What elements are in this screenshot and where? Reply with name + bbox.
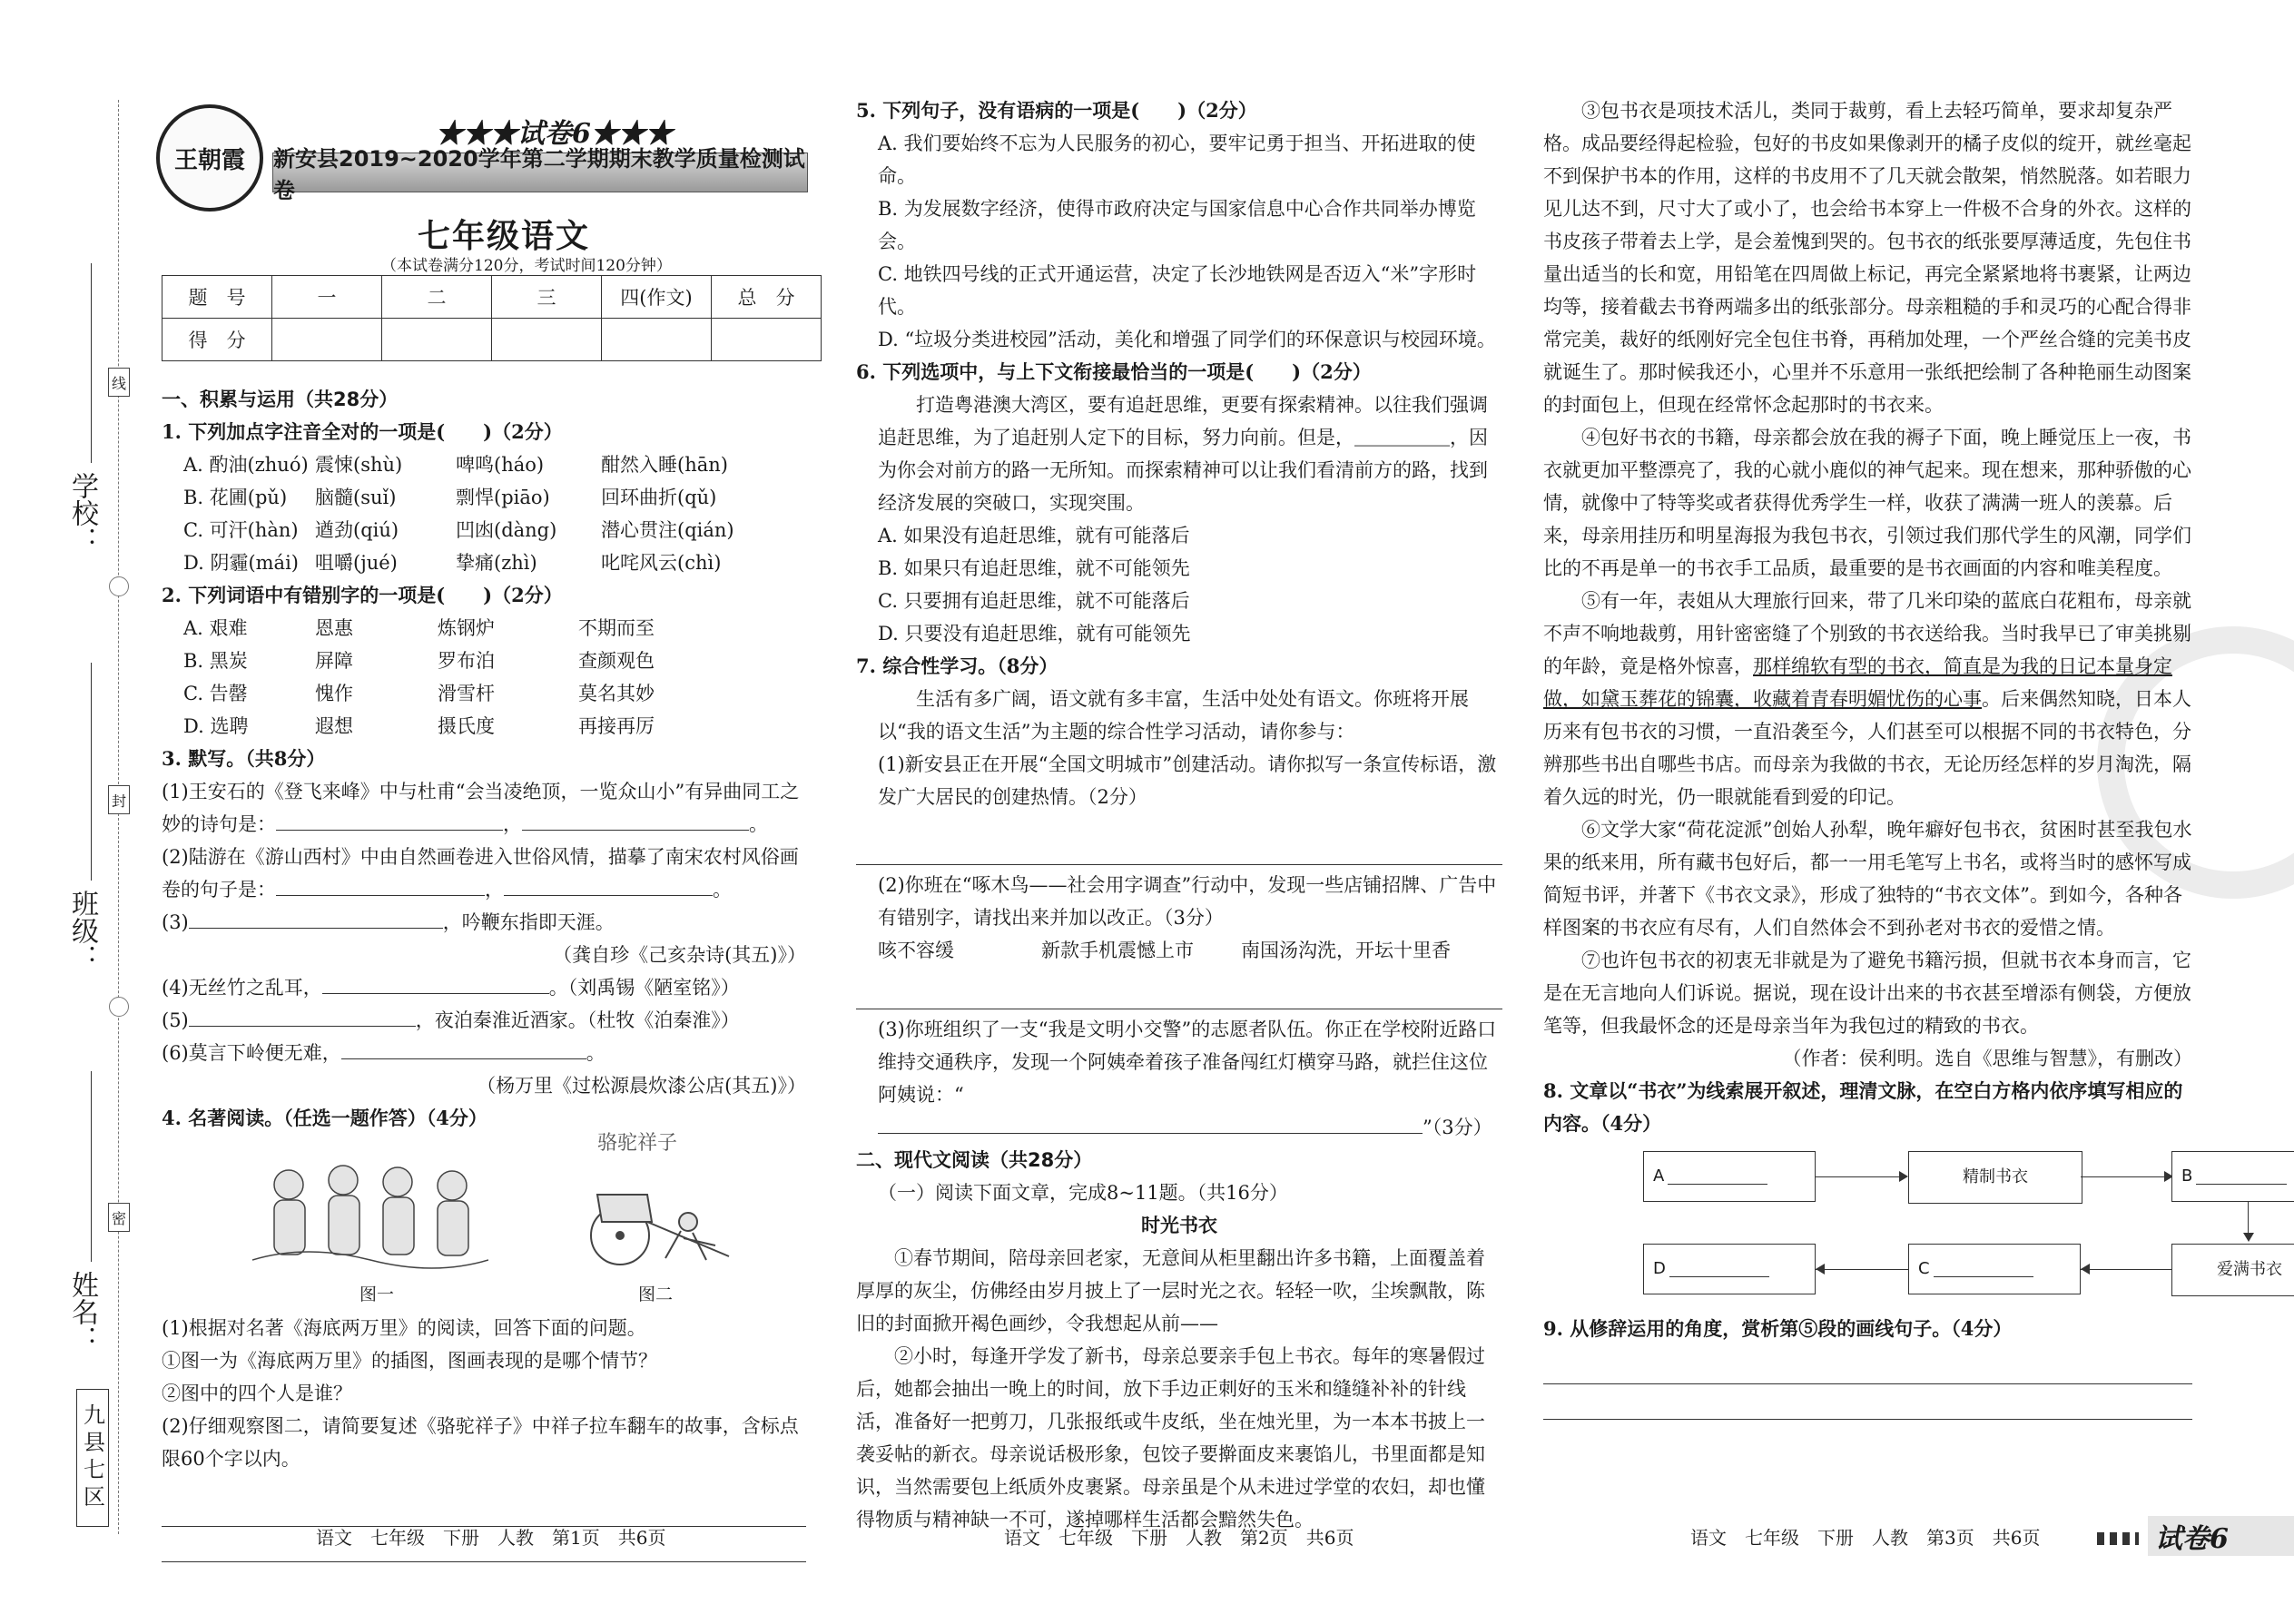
q2-option-word: 炼钢炉	[438, 617, 495, 639]
q6-passage: 打造粤港澳大湾区，要有追赶思维，更要有探索精神。以往我们强调追赶思维，为了追赶别人定下的目标，努力向前。但是，＿＿＿＿＿，因为你会对前方的路一无所知。而探索精神可以让我们看清前方的路，找到经济发展的突破口，实现突围。	[878, 394, 1488, 514]
question-8: 8. 文章以“书衣”为线索展开叙述，理清文脉，在空白方格内依序填写相应的内容。（4分）	[1543, 1079, 2183, 1135]
answer-line[interactable]	[856, 833, 1502, 865]
q1-option-b[interactable]	[162, 481, 806, 514]
q7-item-2: (2)你班在“啄木鸟——社会用字调查”行动中，发现一些店铺招牌、广告中有错别字，请找出来并加以改正。（3分）	[878, 874, 1497, 929]
question-4: 4. 名著阅读。（任选一题作答）（4分）	[162, 1107, 487, 1129]
section-2-heading: 二、现代文阅读（共28分）	[856, 1149, 1093, 1171]
answer-line[interactable]	[162, 1495, 806, 1527]
q3-item-3-num: (3)	[162, 911, 189, 933]
name-field[interactable]	[91, 1071, 92, 1262]
q3-item-2-comma: ，	[485, 879, 504, 901]
q2-option-word: 莫名其妙	[578, 683, 655, 704]
q1-option-word: 剽悍(piāo)	[456, 487, 550, 508]
essay-paragraph-7: ⑦也许包书衣的初衷无非就是为了避免书籍污损，但就书衣本身而言，它是在无言地向人们诉说。据说，现在设计出来的书衣甚至增添有侧袋，方便放笔等，但我最怀念的还是母亲当年为我包过的精致的书衣。	[1543, 950, 2191, 1037]
q4-item-2: (2)仔细观察图二，请简要复述《骆驼祥子》中祥子拉车翻车的故事，含标点限60个字以内。	[162, 1415, 799, 1470]
footer-page-2: 语文 七年级 下册 人教 第2页 共6页	[1004, 1527, 1354, 1549]
q4-item-1: (1)根据对名著《海底两万里》的阅读，回答下面的问题。	[162, 1317, 646, 1339]
question-3: 3. 默写。（共8分）	[162, 747, 326, 770]
column-2	[856, 94, 1502, 1536]
answer-blank[interactable]	[322, 973, 549, 994]
flow-arrow-icon	[2081, 1176, 2171, 1177]
q3-item-1	[162, 775, 806, 841]
q3-item-6	[162, 1037, 806, 1069]
q3-item-1-comma: ，	[503, 813, 522, 835]
flow-box-a[interactable]	[1643, 1151, 1816, 1202]
score-header-cell: 四(作文)	[602, 276, 712, 319]
q1-option-word: 潜心贯注(qián)	[601, 519, 734, 541]
figure-1-caption: 图一	[359, 1284, 395, 1304]
q1-option-d[interactable]	[162, 546, 806, 579]
q2-option-word: D. 选聘	[183, 715, 249, 737]
flow-arrowhead-icon	[1816, 1264, 1825, 1275]
footer-dots-icon	[2097, 1532, 2139, 1545]
question-5: 5. 下列句子，没有语病的一项是( )（2分）	[856, 99, 1257, 122]
page-subtitle: （本试卷满分120分，考试时间120分钟）	[381, 257, 672, 275]
q7-item-2-signs	[856, 934, 1502, 967]
footer-page-1: 语文 七年级 下册 人教 第1页 共6页	[316, 1527, 666, 1549]
q7-item-1: (1)新安县正在开展“全国文明城市”创建活动。请你拟写一条宣传标语，激发广大居民的创建热情。（2分）	[878, 753, 1497, 808]
q5-option-c[interactable]: C. 地铁四号线的正式开通运营，决定了长沙地铁网是否迈入“米”字形时代。	[878, 263, 1477, 318]
q2-option-word: 恩惠	[315, 617, 353, 639]
figure-2-caption: 图二	[638, 1284, 674, 1304]
flow-arrowhead-icon	[2243, 1233, 2254, 1242]
answer-line[interactable]	[1543, 1388, 2192, 1420]
sign-text: 咳不容缓	[878, 940, 954, 961]
flow-arrow-icon	[1816, 1176, 1906, 1177]
q3-item-6-source: （杨万里《过松源晨炊漆公店(其五)》）	[477, 1075, 806, 1097]
flow-arrow-icon	[2081, 1269, 2171, 1270]
essay-source: （作者：侯利明。选自《思维与智慧》，有删改）	[1782, 1048, 2192, 1069]
binding-tag-secret: 密	[108, 1203, 130, 1232]
q6-option-b[interactable]: B. 如果只有追赶思维，就不可能领先	[878, 557, 1190, 579]
flow-arrowhead-icon	[1899, 1171, 1908, 1182]
q3-item-2-period: 。	[713, 879, 732, 901]
q6-option-d[interactable]: D. 只要没有追赶思维，就有可能领先	[878, 623, 1191, 645]
q1-option-word: 啤鸣(háo)	[456, 454, 545, 476]
paper-number: ★★★试卷6★★★	[436, 118, 673, 150]
binding-hole-icon	[109, 997, 129, 1017]
figure-2-title: 骆驼祥子	[597, 1132, 678, 1155]
score-header-cell: 一	[272, 276, 382, 319]
flow-box-a-label: A	[1653, 1166, 1665, 1186]
q1-option-word: 脑髓(suǐ)	[315, 487, 397, 508]
figure-2-rickshaw-illustration	[579, 1158, 733, 1272]
q5-option-b[interactable]: B. 为发展数字经济，使得市政府决定与国家信息中心合作共同举办博览会。	[878, 198, 1476, 252]
q2-option-word: 不期而至	[578, 617, 655, 639]
score-table-score-row	[162, 319, 822, 361]
flow-box-crafting: 精制书衣	[1908, 1151, 2082, 1204]
answer-line[interactable]	[1543, 1353, 2192, 1384]
essay-paragraph-6: ⑥文学大家“荷花淀派”创始人孙犁，晚年癖好包书衣，贫困时甚至我包水果的纸来用，所有藏书包好后，都一一用毛笔写上书名，或将当时的感怀写成简短书评，并著下《书衣文录》，形成了独特的“书衣文体”。到如今，各种各样图案的书衣应有尽有，人们自然体会不到孙老对书衣的爱惜之情。	[1543, 819, 2192, 939]
score-cell[interactable]	[382, 319, 492, 361]
q7-item-3-blank	[856, 1111, 1502, 1144]
q1-option-word: B. 花圃(pǔ)	[183, 487, 288, 508]
q2-option-word: 滑雪杆	[438, 683, 495, 704]
score-row-label: 得 分	[162, 319, 272, 361]
q5-option-a[interactable]: A. 我们要始终不忘为人民服务的初心，要牢记勇于担当、开拓进取的使命。	[878, 133, 1476, 187]
answer-blank[interactable]	[189, 908, 443, 929]
class-label: 班级：	[66, 890, 98, 971]
answer-blank[interactable]	[504, 875, 713, 896]
column-3	[1543, 94, 2282, 1423]
q1-option-word: D. 阴霾(mái)	[183, 552, 299, 574]
q7-item-3-end: ”（3分）	[1423, 1117, 1492, 1138]
score-header-cell: 三	[492, 276, 602, 319]
question-1: 1. 下列加点字注音全对的一项是( )（2分）	[162, 420, 563, 443]
essay-paragraph-5	[1543, 585, 2192, 813]
q3-item-6-text: (6)莫言下岭便无难，	[162, 1042, 341, 1064]
q8-flowchart	[1543, 1140, 2282, 1313]
binding-hole-icon	[109, 576, 129, 596]
answer-line[interactable]	[856, 978, 1502, 1009]
q6-option-c[interactable]: C. 只要拥有追赶思维，就不可能落后	[878, 590, 1190, 612]
answer-blank[interactable]	[878, 1111, 1423, 1134]
q2-option-word: 愧作	[315, 683, 353, 704]
banner: 新安县2019~2020学年第二学期期末教学质量检测试卷	[272, 153, 808, 192]
q1-option-word: 回环曲折(qǔ)	[601, 487, 717, 508]
q2-option-word: 再接再厉	[578, 715, 655, 737]
score-header-cell: 二	[382, 276, 492, 319]
footer-paper-tag: 试卷6	[2148, 1516, 2294, 1556]
sign-text: 南国汤沟洗，开坛十里香	[1241, 940, 1451, 961]
essay-paragraph-1: ①春节期间，陪母亲回老家，无意间从柜里翻出许多书籍，上面覆盖着厚厚的灰尘，仿佛经由岁月披上了一层时光之衣。轻轻一吹，尘埃飘散，陈旧的封面掀开褐色画纱，令我想起从前——	[856, 1247, 1485, 1334]
q6-option-a[interactable]: A. 如果没有追赶思维，就有可能落后	[878, 525, 1190, 546]
answer-blank[interactable]	[341, 1038, 586, 1059]
sign-text: 新款手机震憾上市	[1041, 940, 1194, 961]
flow-arrow-icon	[1816, 1269, 1908, 1270]
essay-paragraph-4: ④包好书衣的书籍，母亲都会放在我的褥子下面，晚上睡觉压上一夜，书衣就更加平整漂亮了，我的心就小鹿似的神气起来。现在想来，那种骄傲的心情，就像中了特等奖或者获得优秀学生一样，收获了满满一班人的羡慕。后来，母亲用挂历和明星海报为我包书衣，引领过我们那代学生的风潮，同学们比的不再是单一的书衣手工品质，最重要的是书衣画面的内容和唯美程度。	[1543, 427, 2191, 579]
flow-box-love: 爱满书衣	[2171, 1244, 2294, 1296]
essay-paragraph-2: ②小时，每逢开学发了新书，母亲总要亲手包上书衣。每年的寒暑假过后，她都会抽出一晚上的时间，放下手边正刺好的玉米和缝缝补补的针线活，准备好一把剪刀，几张报纸或牛皮纸，坐在烛光里，为一本本书披上一袭妥帖的新衣。母亲说话极形象，包饺子要擀面皮来裹馅儿，书里面都是知识，当然需要包上纸质外皮裹紧。母亲虽是个从未进过学堂的农妇，却也懂得物质与精神缺一不可，遂掉哪样生活都会黯然失色。	[856, 1345, 1485, 1530]
q3-item-3-text: ，吟鞭东指即天涯。	[442, 911, 615, 933]
figure-1-divers-illustration	[252, 1153, 488, 1271]
q1-option-a[interactable]	[162, 448, 806, 481]
underlined-sentence: 那样绵软有型的书衣，简直是为我的日记本量身定做，如黛玉葬花的锦囊，收藏着青春明媚忧伤的心事	[1543, 655, 2172, 710]
q7-item-3: (3)你班组织了一支“我是文明小交警”的志愿者队伍。你正在学校附近路口维持交通秩序，发现一个阿姨牵着孩子准备闯红灯横穿马路，就拦住这位阿姨说：“	[878, 1019, 1497, 1106]
answer-blank[interactable]	[276, 810, 503, 831]
q3-item-4	[162, 971, 806, 1004]
score-table-header-row	[162, 276, 822, 319]
q7-intro: 生活有多广阔，语文就有多丰富，生活中处处有语文。你班将开展以“我的语文生活”为主题的综合性学习活动，请你参与：	[878, 688, 1469, 743]
q3-item-4-source: 。（刘禹锡《陋室铭》）	[548, 977, 740, 999]
flow-box-c-label: C	[1918, 1259, 1930, 1278]
flow-box-c[interactable]	[1908, 1244, 2081, 1294]
score-cell[interactable]	[272, 319, 382, 361]
q2-option-word: 遐想	[315, 715, 353, 737]
q1-option-word: 震悚(shù)	[315, 454, 403, 476]
q2-option-d[interactable]	[162, 710, 806, 743]
answer-blank[interactable]	[522, 810, 749, 831]
paragraph-5-start: ⑤有一年，表姐从大理旅行回来，带了几米印染的蓝底白花粗布，母亲就不声不响地裁剪，用针密密缝了个别致的书衣送给我。当时我早已了审美挑剔的年龄，竟是格外惊喜，	[1543, 590, 2191, 677]
q1-option-word: 咀嚼(jué)	[315, 552, 398, 574]
binding-tag-seal: 封	[108, 785, 130, 814]
q3-item-4-text: (4)无丝竹之乱耳，	[162, 977, 322, 999]
q2-option-word: 罗布泊	[438, 650, 495, 672]
flow-box-b-label: B	[2181, 1166, 2193, 1186]
q2-option-word: B. 黑炭	[183, 650, 248, 672]
class-field[interactable]	[91, 663, 92, 881]
q3-item-3	[162, 906, 806, 939]
flow-box-d[interactable]	[1643, 1244, 1816, 1294]
q3-item-3-source: （龚自珍《己亥杂诗(其五)》）	[553, 944, 806, 966]
q5-option-d[interactable]: D. “垃圾分类进校园”活动，美化和增强了同学们的环保意识与校园环境。	[878, 329, 1496, 350]
flow-box-d-label: D	[1653, 1259, 1666, 1278]
q3-item-1-period: 。	[749, 813, 768, 835]
answer-blank[interactable]	[189, 1006, 416, 1027]
q2-option-c[interactable]	[162, 677, 806, 710]
footer-page-3: 语文 七年级 下册 人教 第3页 共6页	[1690, 1527, 2041, 1549]
score-cell[interactable]	[492, 319, 602, 361]
reading-1-instruction: （一）阅读下面文章，完成8~11题。（共16分）	[878, 1182, 1288, 1204]
column-1	[162, 383, 806, 1566]
q1-option-word: 遒劲(qiú)	[315, 519, 399, 541]
region-box: 九县七区	[76, 1389, 109, 1527]
q3-item-2-prompt: (2)陆游在《游山西村》中由自然画卷进入世俗风情，描摹了南宋农村风俗画卷的句子是：	[162, 846, 799, 901]
flow-arrowhead-icon	[2081, 1264, 2090, 1275]
essay-paragraph-3: ③包书衣是项技术活儿，类同于裁剪，看上去轻巧简单，要求却复杂严格。成品要经得起检验，包好的书皮如果像剥开的橘子皮似的绽开，就丝毫起不到保护书本的作用，这样的书皮用不了几天就会散架，悄然脱落。如若眼力见儿达不到，尺寸大了或小了，也会给书本穿上一件极不合身的外衣。这样的书皮孩子带着去上学，是会羞愧到哭的。包书衣的纸张要厚薄适度，先包住书量出适当的长和宽，用铅笔在四周做上标记，再完全紧紧地将书裹紧，让两边均等，接着截去书脊两端多出的纸张部分。母亲粗糙的手和灵巧的心配合得非常完美，裁好的纸刚好完全包住书脊，再稍加处理，一个严丝合缝的完美书皮就诞生了。那时候我还小，心里并不乐意用一张纸把绘制了各种艳丽生动图案的封面包上，但现在经常怀念起那时的书衣来。	[1543, 100, 2191, 416]
answer-blank[interactable]	[276, 875, 485, 896]
binding-tag-line: 线	[108, 368, 130, 397]
q2-option-word: 查颜观色	[578, 650, 655, 672]
question-2: 2. 下列词语中有错别字的一项是( )（2分）	[162, 584, 563, 606]
score-header-cell: 总 分	[712, 276, 822, 319]
q2-option-word: A. 艰难	[183, 617, 248, 639]
school-field[interactable]	[91, 263, 92, 463]
q3-item-5	[162, 1004, 806, 1037]
q1-option-word: 酣然入睡(hān)	[601, 454, 728, 476]
essay-title: 时光书衣	[1141, 1215, 1217, 1236]
q2-option-word: 摄氏度	[438, 715, 495, 737]
score-cell[interactable]	[602, 319, 712, 361]
q2-option-word: C. 告罄	[183, 683, 248, 704]
question-9: 9. 从修辞运用的角度，赏析第⑤段的画线句子。（4分）	[1543, 1317, 2013, 1340]
q4-item-1b: ②图中的四个人是谁？	[162, 1383, 352, 1404]
logo-text: 王朝霞	[173, 146, 245, 174]
question-7: 7. 综合性学习。（8分）	[856, 655, 1058, 677]
question-6: 6. 下列选项中，与上下文衔接最恰当的一项是( )（2分）	[856, 360, 1372, 383]
binding-line	[118, 100, 119, 1534]
q3-item-5-text: ，夜泊秦淮近酒家。（杜牧《泊秦淮》）	[415, 1009, 740, 1031]
name-label: 姓名：	[66, 1271, 98, 1353]
q1-option-word: A. 酌油(zhuó)	[183, 454, 309, 476]
q1-option-word: 挚痛(zhì)	[456, 552, 537, 574]
q1-option-word: C. 可汗(hàn)	[183, 519, 299, 541]
q3-item-1-prompt: (1)王安石的《登飞来峰》中与杜甫“会当凌绝顶，一览众山小”有异曲同工之妙的诗句是：	[162, 781, 800, 835]
q4-figures	[162, 1132, 806, 1312]
q1-option-c[interactable]	[162, 514, 806, 546]
q1-option-word: 叱咤风云(chì)	[601, 552, 722, 574]
q2-option-b[interactable]	[162, 645, 806, 677]
q3-item-6-period: 。	[586, 1042, 605, 1064]
publisher-logo	[156, 104, 263, 212]
paragraph-5-end: 。后来偶然知晓，日本人历来有包书衣的习惯，一直沿袭至今，人们甚至可以根据不同的书衣特色，分辨那些书出自哪些书店。而母亲为我做的书衣，无论历经怎样的岁月淘洗，隔着久远的时光，仍一眼就能看到爱的印记。	[1543, 688, 2191, 808]
q1-option-word: 凹凼(dàng)	[456, 519, 557, 541]
q2-option-word: 屏障	[315, 650, 353, 672]
q3-item-2	[162, 841, 806, 906]
flow-box-b[interactable]	[2171, 1151, 2294, 1202]
score-table	[162, 275, 822, 361]
section-1-heading: 一、积累与运用（共28分）	[162, 389, 399, 410]
score-header-cell: 题 号	[162, 276, 272, 319]
school-label: 学校：	[66, 472, 98, 554]
q4-item-1a: ①图一为《海底两万里》的插图，图画表现的是哪个情节？	[162, 1350, 657, 1372]
q3-item-5-num: (5)	[162, 1009, 189, 1031]
q2-option-a[interactable]	[162, 612, 806, 645]
score-cell[interactable]	[712, 319, 822, 361]
page-title: 七年级语文	[418, 217, 591, 255]
